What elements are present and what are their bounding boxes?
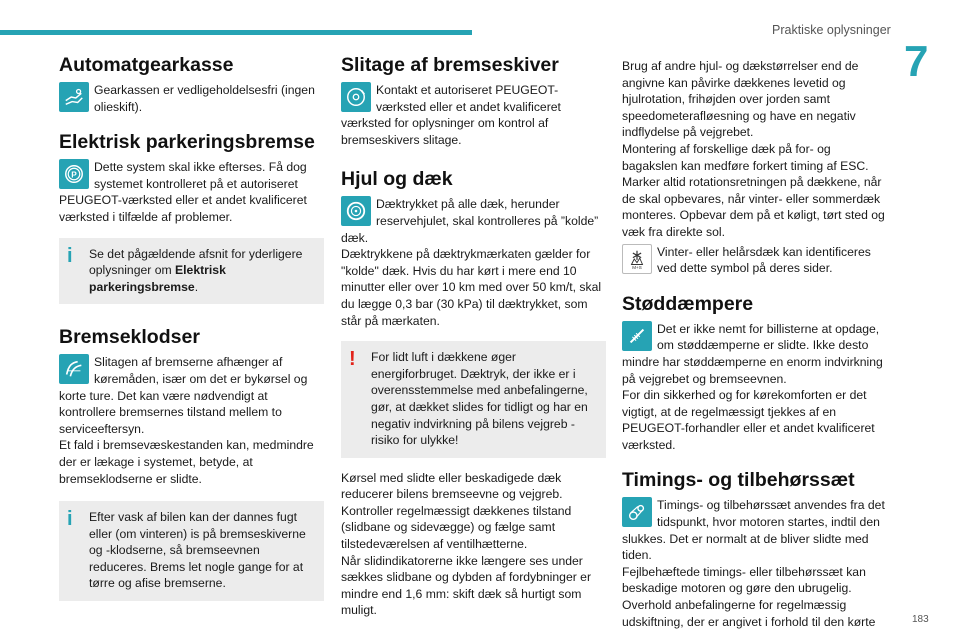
section-title-hjul-og-daek: Hjul og dæk (341, 168, 453, 191)
section-title-timingssaet: Timings- og tilbehørssæt (622, 469, 855, 492)
info-icon: i (67, 508, 73, 531)
info-icon: i (67, 244, 73, 267)
chapter-number: 7 (904, 37, 929, 86)
daek-text-4: Når slidindikatorerne ikke længere ses under sækkes slidbane og dybden af fordybninger er mindre end 1,6 mm: skift dæk så hurtigt som muligt. (341, 553, 591, 618)
svg-text:M+S: M+S (632, 264, 642, 270)
daek-text-3: Kørsel med slidte eller beskadigede dæk reducerer bilens bremseevne og vejgreb. Kontroller regelmæssigt dækkenes tilstand (slidbane og sidevægge) og fælge samt tilstedeværelsen af ventilhætterne. (341, 470, 572, 552)
stoeddaempere-text-1: Det er ikke nemt for billisterne at opdage, om støddæmperne er slidte. Ikke desto mindre har støddæmperne en enorm indvirkning på vejgrebet og bremseevnen. (622, 321, 883, 386)
daek-text-5: Brug af andre hjul- og dækstørrelser end de angivne kan påvirke dækkenes levetid og hjulrotation, frihøjden over jorden samt speedometerafløesning og have en negativ indflydelse på vejgrebet. (622, 59, 859, 140)
svg-text:P: P (71, 170, 77, 180)
tyre-icon (341, 196, 371, 226)
section-title-automatgearkasse: Automatgearkasse (59, 54, 234, 76)
winter-tyre-text: Vinter- eller helårsdæk kan identificeres ved dette symbol på deres sider. (657, 244, 871, 276)
column-2 (341, 52, 606, 627)
warning-icon: ! (349, 348, 356, 371)
header-accent-bar (0, 30, 472, 35)
column-3 (622, 58, 887, 638)
winter-tyre-icon (622, 244, 652, 274)
brake-disc-icon (341, 82, 371, 112)
shock-absorber-icon (622, 321, 652, 351)
column-1 (59, 52, 324, 613)
section-title-bremseskiver: Slitage af bremseskiver (341, 54, 559, 76)
warning-text: For lidt luft i dækkene øger energiforbruget. Dæktryk, der ikke er i overensstemmelse med anbefalingerne, gør, at dækket slides for tidligt og har en negativ indvirkning på bilens vejgreb - risiko for ulykke! (371, 350, 588, 448)
info-text: Se det pågældende afsnit for yderligere oplysninger om (89, 246, 303, 278)
daek-text-2: Dæktrykkene på dæktrykmærkaten gælder for "kolde" dæk. Hvis du har kørt i mere end 10 minutter eller over 10 km med over 50 km/t, skal du lægge 0,3 bar (30 kPa) til dæktrykket, som står på mærkaten. (341, 247, 602, 328)
info-box-bremseklodser (59, 501, 324, 601)
parkeringsbremse-text: Dette system skal ikke efterses. Få dog systemet kontrolleret på et autoriseret PEUGEOT-værksted eller et andet kvalificeret værksted i tilfælde af problemer. (59, 160, 307, 224)
info-text: Efter vask af bilen kan der dannes fugt eller (om vinteren) is på bremseskiverne og -klodserne, så bremseevnen reduceres. Brems let nogle gange for at tørre og afise bremserne. (89, 510, 306, 591)
bremseskiver-text: Kontakt et autoriseret PEUGEOT-værksted eller et andet kvalificeret værksted for oplysninger om kontrol af bremseskivers slitage. (341, 83, 561, 147)
bremseklodser-text-2: Et fald i bremsevæskestanden kan, medmindre der er lækage i systemet, betyde, at bremseklodserne er slidte. (59, 438, 314, 486)
running-header: Praktiske oplysninger (772, 23, 891, 37)
stoeddaempere-text-2: For din sikkerhed og for kørekomforten er det vigtigt, at de regelmæssigt tjekkes af en PEUGEOT-forhandler eller et andet kvalificeret værksted. (622, 388, 875, 452)
timingssaet-text-2: Fejlbehæftede timings- eller tilbehørssæt kan beskadige motoren og gøre den ubrugelig. (622, 564, 866, 596)
daek-text-6: Montering af forskellige dæk på for- og bagakslen kan medføre forkert timing af ESC. (622, 141, 869, 173)
section-title-stoeddaempere: Støddæmpere (622, 292, 754, 315)
brake-pad-icon (59, 354, 89, 384)
warning-box-daek (341, 341, 606, 458)
section-title-bremseklodser: Bremseklodser (59, 326, 200, 349)
daek-text-7: Marker altid rotationsretningen på dækkene, når de skal opbevares, når vinter- eller sommerdæk monteres. Opbevar dem på et køligt, tørt sted og væk fra direkte sol. (622, 175, 885, 239)
timing-belt-icon (622, 497, 652, 527)
automatgearkasse-text: Gearkassen er vedligeholdelsesfri (ingen olieskift). (94, 83, 315, 114)
maintenance-hand-icon (59, 82, 89, 112)
page-number: 183 (912, 614, 929, 625)
info-box-parkeringsbremse (59, 238, 324, 305)
info-text-end: . (194, 279, 199, 294)
timingssaet-text-3: Overhold anbefalingerne for regelmæssig udskiftning, der er angivet i forhold til den kørte (622, 598, 876, 629)
section-title-parkeringsbremse: Elektrisk parkeringsbremse (59, 131, 315, 154)
daek-text-1: Dæktrykket på alle dæk, herunder reservehjulet, skal kontrolleres på ”kolde” dæk. (341, 197, 599, 245)
timingssaet-text-1: Timings- og tilbehørssæt anvendes fra det tidspunkt, hvor motoren startes, indtil den slukkes. Det er normalt at de bliver slidte med tiden. (622, 498, 885, 563)
bremseklodser-text-1: Slitagen af bremserne afhænger af køremåden, især om det er bykørsel og korte ture. Det kan være nødvendigt at kontrollere bremsernes tilstand mellem to serviceeftersyn. (59, 355, 308, 436)
info-reference: Elektrisk parkeringsbremse (89, 263, 226, 294)
parking-brake-icon (59, 159, 89, 189)
